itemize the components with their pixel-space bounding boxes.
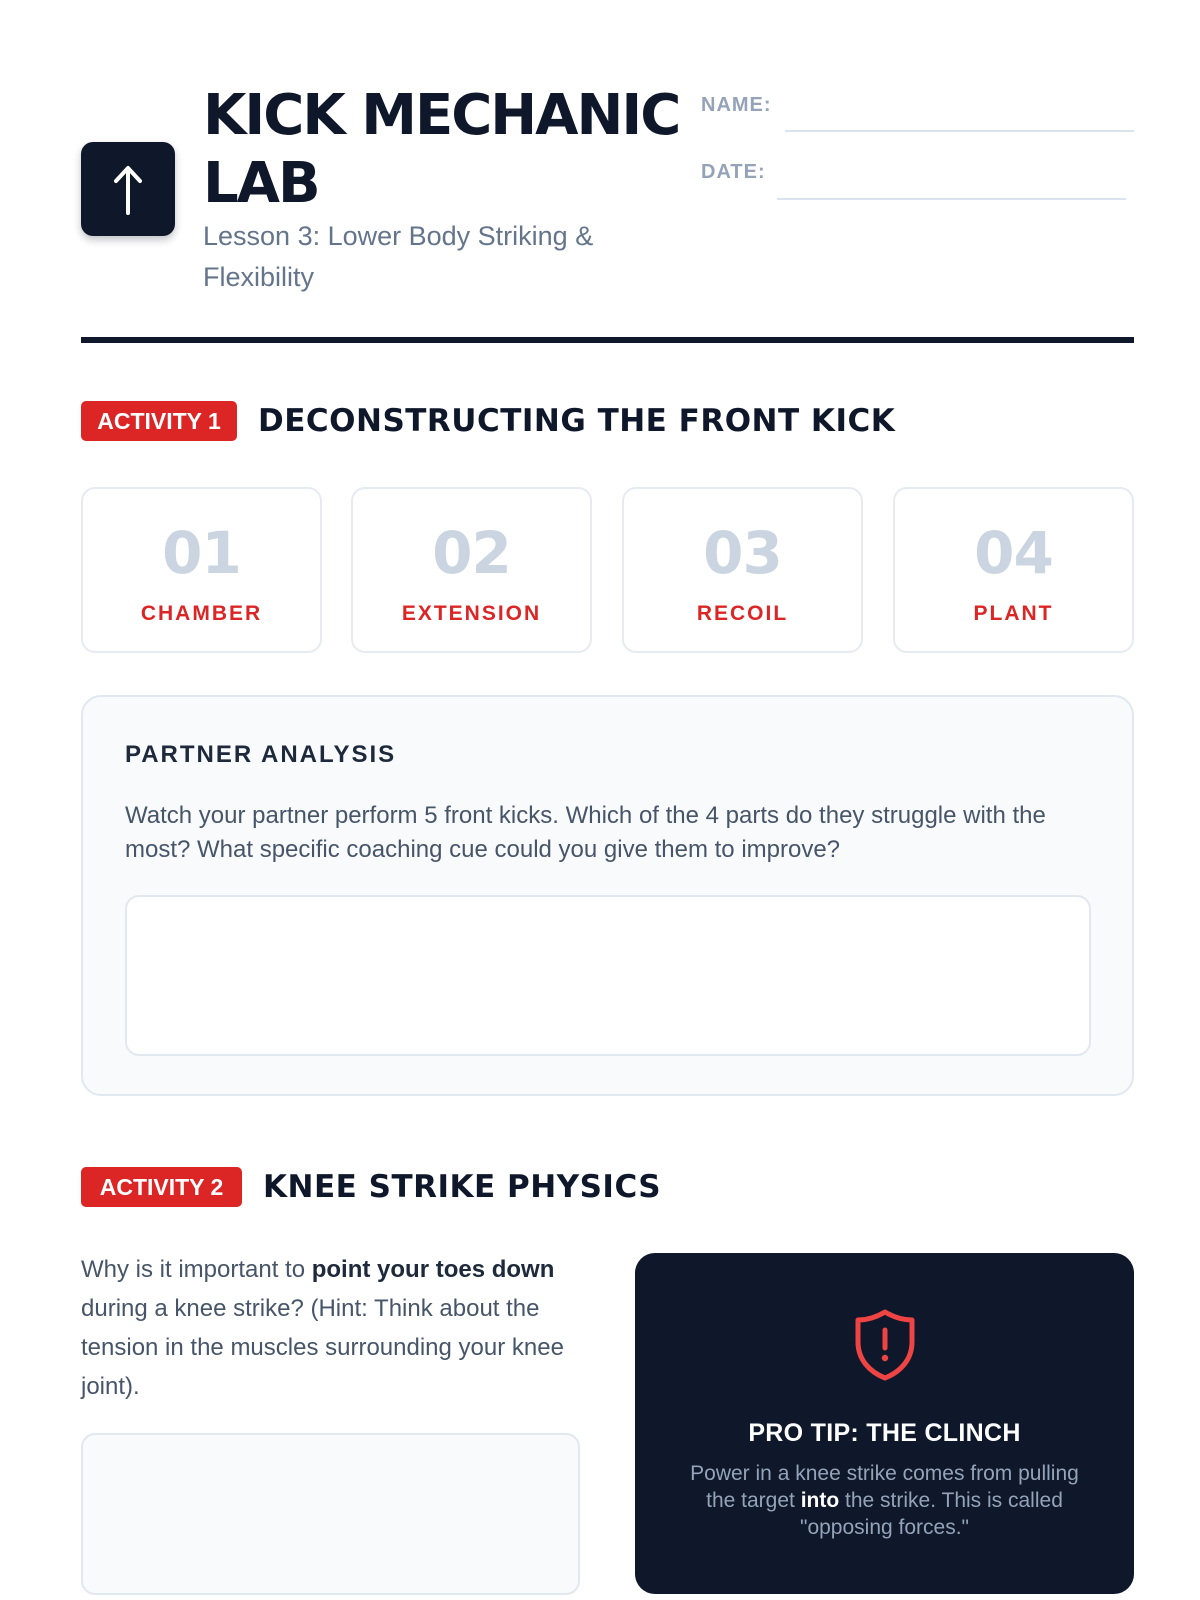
activity-1-title: DECONSTRUCTING THE FRONT KICK <box>258 403 896 439</box>
header-divider <box>81 337 1134 343</box>
page-title: KICK MECHANIC LAB <box>203 83 680 216</box>
logo-badge <box>81 142 175 236</box>
step-label: EXTENSION <box>401 602 542 625</box>
step-number: 04 <box>974 519 1053 587</box>
pro-tip-text <box>675 1460 1094 1541</box>
name-label: NAME: <box>701 94 772 116</box>
page-subtitle: Lesson 3: Lower Body Striking & Flexibility <box>203 221 594 292</box>
date-label: DATE: <box>701 161 766 183</box>
shield-alert-icon <box>853 1308 917 1382</box>
date-field[interactable] <box>777 198 1126 200</box>
partner-analysis-answer-box[interactable] <box>125 895 1091 1056</box>
arrow-up-icon <box>108 161 148 217</box>
activity-1-badge: ACTIVITY 1 <box>81 401 237 441</box>
step-number: 01 <box>162 519 241 587</box>
worksheet-page <box>81 0 1134 1600</box>
pro-tip-title: PRO TIP: THE CLINCH <box>748 1419 1021 1447</box>
tip-text-end: the strike. This is called "opposing forces." <box>799 1489 1063 1539</box>
name-field[interactable] <box>785 130 1134 132</box>
partner-analysis-title: PARTNER ANALYSIS <box>125 741 397 768</box>
partner-analysis-prompt: Watch your partner perform 5 front kicks. Which of the 4 parts do they struggle with the most? What specific coaching cue could you give them to improve? <box>125 802 1046 863</box>
activity-2-title: KNEE STRIKE PHYSICS <box>263 1169 662 1205</box>
step-label: RECOIL <box>696 602 789 625</box>
question-text: Why is it important to <box>81 1256 312 1283</box>
step-card-chamber <box>81 487 322 653</box>
knee-strike-answer-box[interactable] <box>81 1433 580 1595</box>
question-text-end: during a knee strike? (Hint: Think about the tension in the muscles surrounding your knee joint). <box>81 1295 564 1400</box>
question-emphasis: point your toes down <box>311 1256 555 1283</box>
step-number: 03 <box>703 519 782 587</box>
tip-emphasis: into <box>800 1489 840 1512</box>
step-label: CHAMBER <box>140 602 263 625</box>
step-number: 02 <box>432 519 511 587</box>
partner-analysis-panel <box>81 695 1134 1096</box>
step-card-recoil <box>622 487 863 653</box>
step-label: PLANT <box>973 602 1054 625</box>
activity-2-badge: ACTIVITY 2 <box>81 1167 242 1207</box>
step-card-plant <box>893 487 1134 653</box>
step-card-extension <box>351 487 592 653</box>
pro-tip-card <box>635 1253 1134 1594</box>
tip-text-start: Power in a knee strike comes from pulling the target <box>690 1462 1079 1512</box>
knee-strike-question <box>81 1250 581 1406</box>
